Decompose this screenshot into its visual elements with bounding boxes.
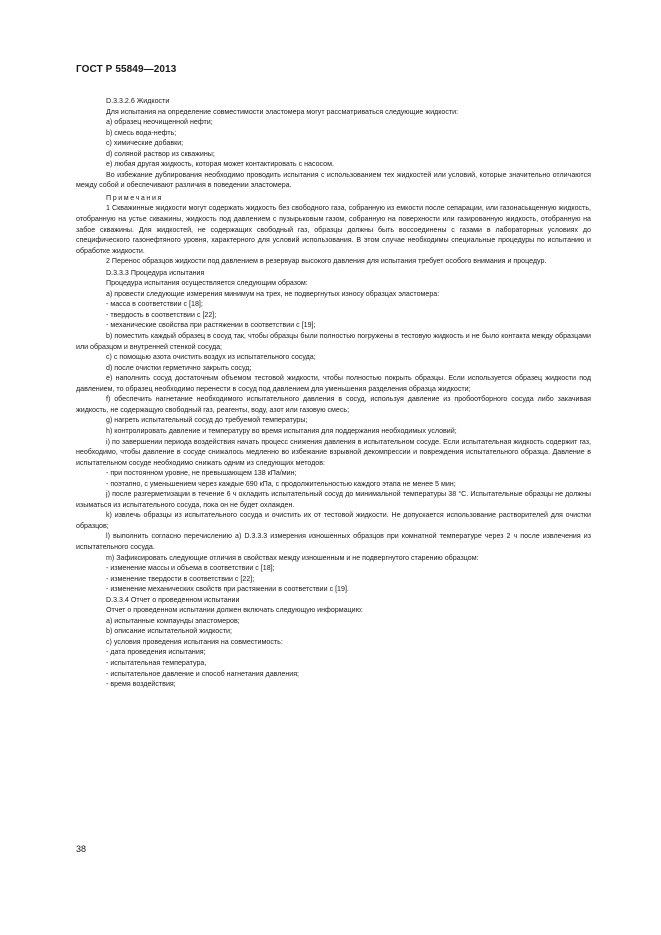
paragraph: D.3.3.2.6 Жидкости <box>106 97 170 105</box>
paragraph: - дата проведения испытания; <box>106 648 206 657</box>
paragraph: Отчет о проведенном испытании должен включать следующую информацию: <box>106 606 363 615</box>
paragraph: - изменение механических свойств при растяжении в соответствии с [19]. <box>106 585 349 594</box>
paragraph: D.3.3.3 Процедура испытания <box>106 268 205 277</box>
paragraph: Примечания <box>106 193 163 202</box>
paragraph: b) смесь вода-нефть; <box>106 128 177 137</box>
paragraph: Для испытания на определение совместимости эластомера могут рассматриваться следующие жидкости: <box>106 107 459 116</box>
paragraph: k) извлечь образцы из испытательного сосуда и очистить их от тестовой жидкости. Не допускается использование растворителей для очистки образцов; <box>76 511 591 530</box>
paragraph: h) контролировать давление и температуру во время испытания для поддержания необходимых условий; <box>106 426 457 435</box>
paragraph: j) после разгерметизации в течение 6 ч охладить испытательный сосуд до минимальной температуры 38 °C. Испытательные образцы не должны изыматься из испытательного сосуда, пока он не будет охлажден. <box>76 490 591 509</box>
paragraph: a) провести следующие измерения минимум на трех, не подвергнутых износу образцах эластомера: <box>106 289 440 298</box>
paragraph: f) обеспечить нагнетание необходимого испытательного давления в сосуд, используя давление из пробоотборного сосуда либо закачивая жидкость, не содержащую свободный газ, реагенты, воду, азот или газовую смесь; <box>76 395 591 414</box>
paragraph: b) поместить каждый образец в сосуд так, чтобы образцы были полностью погружены в тестовую жидкость и не было контакта между образцами или образцом и внутренней стенкой сосуда; <box>76 332 591 351</box>
paragraph: l) выполнить согласно перечислению a) D.3.3.3 измерения изношенных образцов при комнатной температуре через 2 ч после извлечения из испытательного сосуда. <box>76 532 591 551</box>
paragraph: D.3.3.4 Отчет о проведенном испытании <box>106 595 240 604</box>
paragraph: Во избежание дублирования необходимо проводить испытания с использованием тех жидкостей или условий, которые значительно отличаются между собой и обеспечивают различия в поведении эластомера. <box>76 170 591 190</box>
paragraph: - поэтапно, с уменьшением через каждые 690 кПа, с продолжительностью каждого этапа не менее 5 мин; <box>106 479 456 488</box>
document-body <box>76 96 591 690</box>
paragraph: c) химические добавки; <box>106 139 184 148</box>
paragraph: c) условия проведения испытания на совместимость: <box>106 637 283 646</box>
document-header: ГОСТ Р 55849—2013 <box>76 64 177 75</box>
paragraph: d) после очистки герметично закрыть сосуд; <box>106 363 252 372</box>
page-number: 38 <box>76 844 87 854</box>
paragraph: i) по завершении периода воздействия начать процесс снижения давления в испытательном сосуде. Если испытательная жидкость содержит газ, необходимо, чтобы давление в сосуде снижалось медленно во избежание взрывной декомпрессии и повреждения испытательного образца. Давление в испытательном сосуде необходимо снижать одним из следующих методов: <box>76 437 591 467</box>
paragraph: c) с помощью азота очистить воздух из испытательного сосуда; <box>106 353 316 362</box>
paragraph: - твердость в соответствии с [22]; <box>106 310 217 319</box>
paragraph: Процедура испытания осуществляется следующим образом: <box>106 279 308 288</box>
paragraph: - масса в соответствии с [18]; <box>106 300 203 309</box>
paragraph: d) соляной раствор из скважины; <box>106 149 215 158</box>
paragraph: a) испытанные компаунды эластомеров; <box>106 616 240 625</box>
paragraph: g) нагреть испытательный сосуд до требуемой температуры; <box>106 416 308 425</box>
paragraph: m) Зафиксировать следующие отличия в свойствах между изношенным и не подвергнутого старению образцом: <box>106 553 479 562</box>
paragraph: - при постоянном уровне, не превышающем 138 кПа/мин; <box>106 469 297 478</box>
paragraph: 1 Скважинные жидкости могут содержать жидкость без свободного газа, собранную из емкости после сепарации, или газонасыщенную жидкость, отобранную на устье скважины, жидкость под давлением с пузырьковым газом, собранную на поверхности или газированную жидкость, отобранную на забое скважины. Для жидкостей, не содержащих свободный газ, образцы должны быть воссоединены с газами в лабораторных условиях до специфического газонефтяного уровня, характерного для условий использования. В этом случае необходимы специальные процедуры по испытанию и обработке жидкости. <box>76 204 591 255</box>
paragraph: - испытательное давление и способ нагнетания давления; <box>106 669 300 678</box>
paragraph: - изменение массы и объема в соответствии с [18]; <box>106 564 275 573</box>
paragraph: 2 Перенос образцов жидкости под давлением в резервуар высокого давления для испытания требует особого внимания и процедур. <box>106 257 547 266</box>
paragraph: b) описание испытательной жидкости; <box>106 627 232 636</box>
paragraph: - механические свойства при растяжении в соответствии с [19]; <box>106 321 316 330</box>
paragraph: e) наполнить сосуд достаточным объемом тестовой жидкости, чтобы полностью покрыть образцы. Если используется образец жидкости под давлением, то образец необходимо перенести в сосуд под давлением для уменьшения разделения образца жидкости; <box>76 374 591 393</box>
paragraph: a) образец неочищенной нефти; <box>106 118 213 127</box>
paragraph: e) любая другая жидкость, которая может контактировать с насосом. <box>106 160 334 169</box>
paragraph: - испытательная температура, <box>106 658 207 667</box>
paragraph: - время воздействия; <box>106 680 176 689</box>
paragraph: - изменение твердости в соответствии с [22]; <box>106 574 255 583</box>
